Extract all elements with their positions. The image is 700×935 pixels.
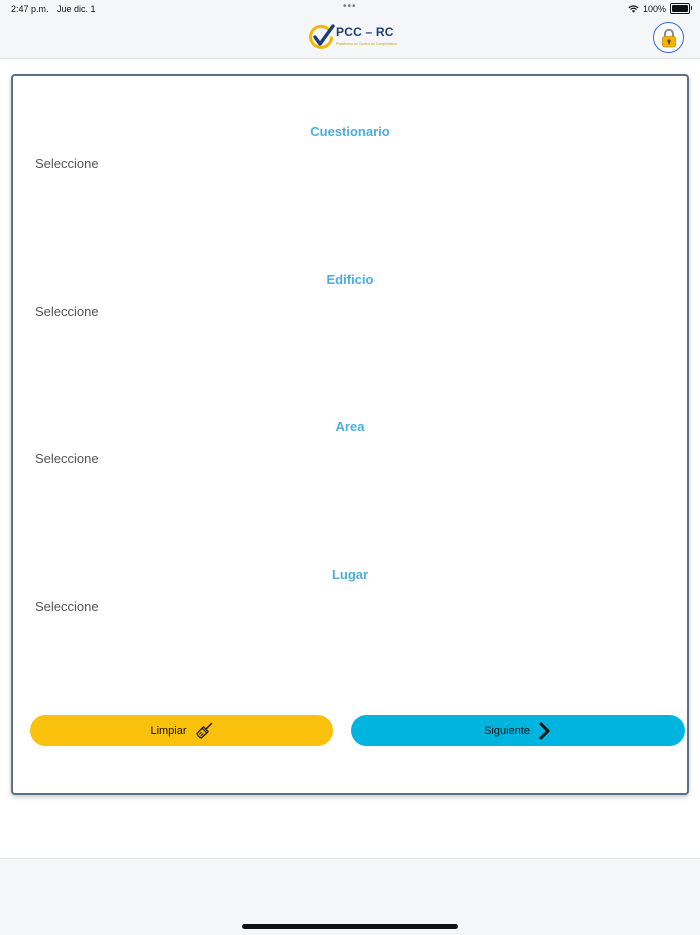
battery-fill [672,5,688,12]
next-button[interactable] [351,715,685,746]
status-time: 2:47 p.m. [11,4,49,14]
section-title-cuestionario: Cuestionario [310,124,390,139]
section-title-area: Area [335,419,365,434]
selection-form-card [11,74,689,795]
select-lugar[interactable]: Seleccione [35,599,99,614]
lock-button[interactable] [653,22,684,53]
chevron-right-icon [538,722,552,740]
home-indicator[interactable] [242,924,458,929]
logo-subtitle: Plataforma de Control de Cumplimiento [336,42,398,46]
status-date: Jue dic. 1 [57,4,96,14]
broom-icon [195,722,213,740]
clear-button[interactable] [30,715,333,746]
section-title-edificio: Edificio [326,272,374,287]
select-cuestionario[interactable]: Seleccione [35,156,99,171]
checkmark-logo-icon [309,24,335,52]
select-edificio[interactable]: Seleccione [35,304,99,319]
app-logo [309,23,399,53]
status-right [628,3,690,14]
battery-icon [670,3,690,14]
next-button-label: Siguiente [484,724,530,737]
clear-button-label: Limpiar [150,724,187,737]
status-bar [0,0,700,18]
nav-bar [0,18,700,59]
lock-icon [661,28,677,48]
section-title-lugar: Lugar [331,567,369,582]
battery-percent: 100% [642,3,666,14]
select-area[interactable]: Seleccione [35,451,99,466]
logo-title: PCC – RC [336,25,394,39]
wifi-icon [628,5,639,13]
multitasking-dots[interactable]: ••• [343,1,357,12]
